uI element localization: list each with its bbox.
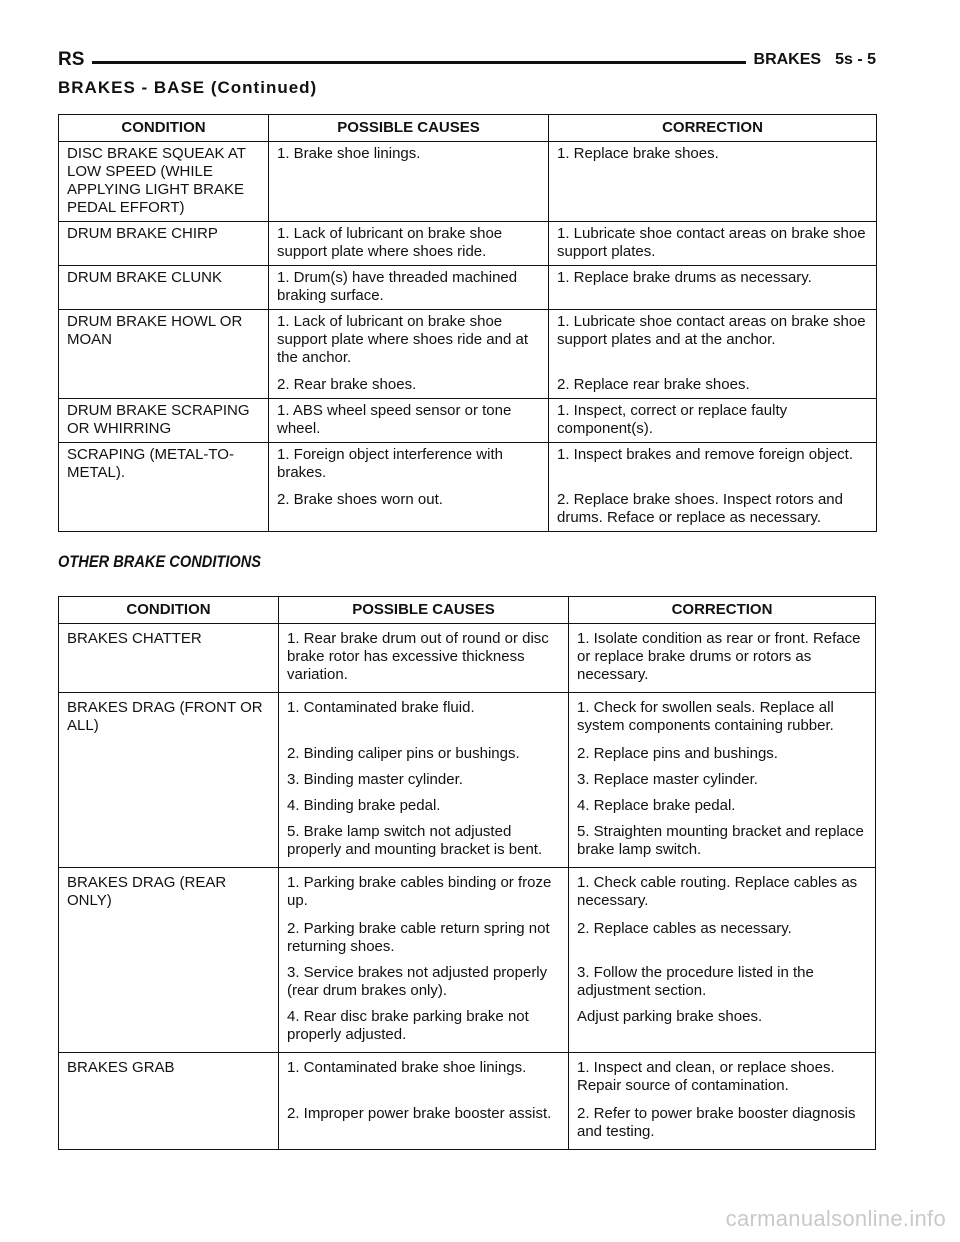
page-header [58,46,876,70]
other-conditions-heading: OTHER BRAKE CONDITIONS [58,552,262,571]
cause-cell: 1. Lack of lubricant on brake shoe support plate where shoes ride. [269,222,549,266]
table-row [59,266,877,310]
correction-cell: 1. Check for swollen seals. Replace all system components containing rubber. [569,693,876,744]
condition-cell: DRUM BRAKE HOWL OR MOAN [59,310,269,372]
correction-cell: 1. Isolate condition as rear or front. Reface or replace brake drums or rotors as necessary. [569,624,876,693]
correction-cell: 1. Inspect and clean, or replace shoes. Repair source of contamination. [569,1053,876,1104]
correction-cell: 2. Replace pins and bushings. [569,743,876,769]
condition-cell [59,486,269,532]
cause-cell: 1. Brake shoe linings. [269,142,549,222]
condition-cell: BRAKES GRAB [59,1053,279,1104]
table-row [59,486,877,532]
diagnosis-table-base [58,114,877,532]
correction-cell: 1. Inspect brakes and remove foreign object. [549,443,877,487]
watermark: carmanualsonline.info [725,1206,946,1231]
cause-cell: 3. Binding master cylinder. [279,769,569,795]
diagnosis-table-other [58,596,876,1150]
correction-cell: 4. Replace brake pedal. [569,795,876,821]
cause-cell: 1. Lack of lubricant on brake shoe support plate where shoes ride and at the anchor. [269,310,549,372]
table-header-row [59,115,877,142]
correction-cell: 1. Lubricate shoe contact areas on brake shoe support plates. [549,222,877,266]
table-row [59,310,877,372]
condition-cell [59,769,279,795]
column-header-causes: POSSIBLE CAUSES [279,597,569,624]
table-row [59,399,877,443]
condition-cell: DRUM BRAKE CLUNK [59,266,269,310]
cause-cell: 2. Binding caliper pins or bushings. [279,743,569,769]
column-header-causes: POSSIBLE CAUSES [269,115,549,142]
table-row [59,693,876,744]
table-row [59,443,877,487]
header-rule [92,61,745,64]
column-header-correction: CORRECTION [549,115,877,142]
condition-cell: SCRAPING (METAL-TO-METAL). [59,443,269,487]
correction-cell: 1. Inspect, correct or replace faulty component(s). [549,399,877,443]
correction-cell: 1. Replace brake shoes. [549,142,877,222]
cause-cell: 4. Rear disc brake parking brake not properly adjusted. [279,1006,569,1053]
correction-cell: 2. Refer to power brake booster diagnosis and testing. [569,1103,876,1150]
cause-cell: 2. Parking brake cable return spring not returning shoes. [279,918,569,962]
vehicle-code: RS [58,49,85,70]
correction-cell: 2. Replace cables as necessary. [569,918,876,962]
condition-cell [59,821,279,868]
condition-cell [59,795,279,821]
cause-cell: 2. Rear brake shoes. [269,371,549,399]
correction-cell: 2. Replace rear brake shoes. [549,371,877,399]
cause-cell: 2. Improper power brake booster assist. [279,1103,569,1150]
cause-cell: 1. ABS wheel speed sensor or tone wheel. [269,399,549,443]
table-row [59,1103,876,1150]
cause-cell: 1. Foreign object interference with brakes. [269,443,549,487]
correction-cell: 3. Replace master cylinder. [569,769,876,795]
correction-cell: 1. Replace brake drums as necessary. [549,266,877,310]
cause-cell: 1. Drum(s) have threaded machined braking surface. [269,266,549,310]
correction-cell: 3. Follow the procedure listed in the adjustment section. [569,962,876,1006]
condition-cell [59,918,279,962]
correction-cell: 1. Lubricate shoe contact areas on brake shoe support plates and at the anchor. [549,310,877,372]
correction-cell: 5. Straighten mounting bracket and replace brake lamp switch. [569,821,876,868]
cause-cell: 4. Binding brake pedal. [279,795,569,821]
table-row [59,769,876,795]
condition-cell [59,743,279,769]
correction-cell: Adjust parking brake shoes. [569,1006,876,1053]
condition-cell: BRAKES DRAG (FRONT OR ALL) [59,693,279,744]
page-number: 5s - 5 [835,51,876,68]
column-header-condition: CONDITION [59,115,269,142]
table-row [59,142,877,222]
condition-cell: BRAKES CHATTER [59,624,279,693]
cause-cell: 2. Brake shoes worn out. [269,486,549,532]
condition-cell: BRAKES DRAG (REAR ONLY) [59,868,279,919]
cause-cell: 5. Brake lamp switch not adjusted properly and mounting bracket is bent. [279,821,569,868]
table-row [59,624,876,693]
cause-cell: 1. Parking brake cables binding or froze up. [279,868,569,919]
cause-cell: 1. Contaminated brake fluid. [279,693,569,744]
condition-cell: DRUM BRAKE CHIRP [59,222,269,266]
table-row [59,743,876,769]
condition-cell [59,371,269,399]
table-header-row [59,597,876,624]
table-row [59,1006,876,1053]
column-header-correction: CORRECTION [569,597,876,624]
section-title: BRAKES - BASE (Continued) [58,78,318,97]
condition-cell: DISC BRAKE SQUEAK AT LOW SPEED (WHILE APPLYING LIGHT BRAKE PEDAL EFFORT) [59,142,269,222]
column-header-condition: CONDITION [59,597,279,624]
condition-cell [59,962,279,1006]
condition-cell [59,1006,279,1053]
table-row [59,962,876,1006]
table-row [59,821,876,868]
chapter-title: BRAKES [753,51,822,68]
table-row [59,371,877,399]
table-row [59,918,876,962]
cause-cell: 1. Contaminated brake shoe linings. [279,1053,569,1104]
table-row [59,222,877,266]
correction-cell: 2. Replace brake shoes. Inspect rotors and drums. Reface or replace as necessary. [549,486,877,532]
table-row [59,868,876,919]
table-row [59,1053,876,1104]
condition-cell: DRUM BRAKE SCRAPING OR WHIRRING [59,399,269,443]
table-row [59,795,876,821]
condition-cell [59,1103,279,1150]
cause-cell: 1. Rear brake drum out of round or disc brake rotor has excessive thickness variation. [279,624,569,693]
cause-cell: 3. Service brakes not adjusted properly (rear drum brakes only). [279,962,569,1006]
correction-cell: 1. Check cable routing. Replace cables as necessary. [569,868,876,919]
